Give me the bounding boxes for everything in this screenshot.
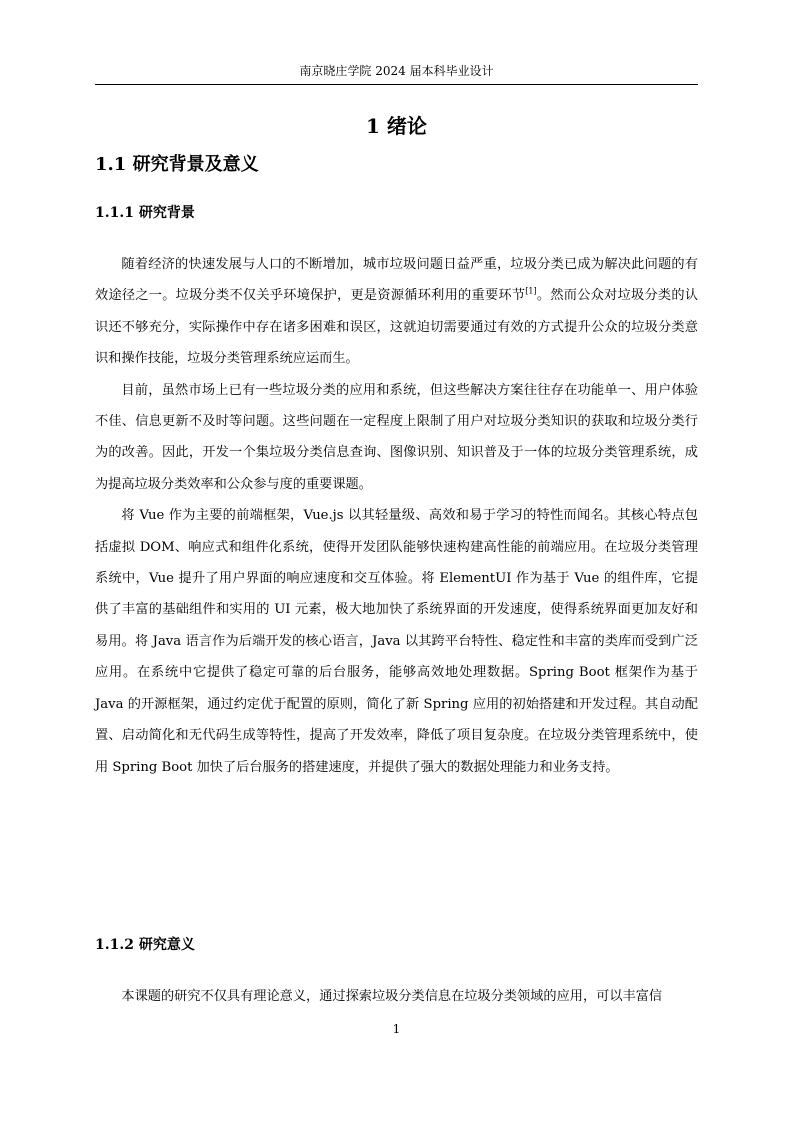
page-header: 南京晓庄学院 2024 届本科毕业设计 — [95, 62, 698, 85]
subsection-heading-background: 1.1.1 研究背景 — [95, 205, 195, 221]
paragraph-1 — [95, 249, 698, 375]
page-number: 1 — [392, 1022, 401, 1036]
paragraph-1-text: 随着经济的快速发展与人口的不断增加，城市垃圾问题日益严重，垃圾分类已成为解决此问题的有效途径之一。垃圾分类不仅关乎环境保护，更是资源循环利用的重要环节 — [95, 257, 698, 304]
paragraph-2: 目前，虽然市场上已有一些垃圾分类的应用和系统，但这些解决方案往往存在功能单一、用户体验不佳、信息更新不及时等问题。这些问题在一定程度上限制了用户对垃圾分类知识的获取和垃圾分类行为的改善。因此，开发一个集垃圾分类信息查询、图像识别、知识普及于一体的垃圾分类管理系统，成为提高垃圾分类效率和公众参与度的重要课题。 — [95, 382, 698, 492]
paragraph-4: 本课题的研究不仅具有理论意义，通过探索垃圾分类信息在垃圾分类领域的应用，可以丰富信 — [121, 989, 663, 1004]
chapter-title: 1 绪论 — [366, 114, 427, 138]
body-text-significance — [95, 981, 698, 1012]
paragraph-3: 将 Vue 作为主要的前端框架，Vue.js 以其轻量级、高效和易于学习的特性而闻名。其核心特点包括虚拟 DOM、响应式和组件化系统，使得开发团队能够快速构建高性能的前端应用。在垃圾分类管理系统中，Vue 提升了用户界面的响应速度和交互体验。将 ElementUI 作为基于 Vue 的组件库，它提供了丰富的基础组件和实用的 UI 元素，极大地加快了系统界面的开发速度，使得系统界面更加友好和易用。将 Java 语言作为后端开发的核心语言，Java 以其跨平台特性、稳定性和丰富的类库而受到广泛应用。在系统中它提供了稳定可靠的后台服务，能够高效地处理数据。Spring Boot 框架作为基于 Java 的开源框架，通过约定优于配置的原则，简化了新 Spring 应用的初始搭建和开发过程。其自动配置、启动简化和无代码生成等特性，提高了开发效率，降低了项目复杂度。在垃圾分类管理系统中，使用 Spring Boot 加快了后台服务的搭建速度，并提供了强大的数据处理能力和业务支持。 — [95, 508, 698, 775]
subsection-heading-significance: 1.1.2 研究意义 — [95, 937, 195, 953]
body-text-background — [95, 249, 698, 783]
paragraph-1-text-cont: 。然而公众对垃圾分类的认识还不够充分，实际操作中存在诸多困难和误区，这就迫切需要通过有效的方式提升公众的垃圾分类意识和操作技能，垃圾分类管理系统应运而生。 — [95, 288, 699, 367]
section-heading: 1.1 研究背景及意义 — [95, 154, 259, 175]
citation-ref: [1] — [525, 287, 537, 297]
